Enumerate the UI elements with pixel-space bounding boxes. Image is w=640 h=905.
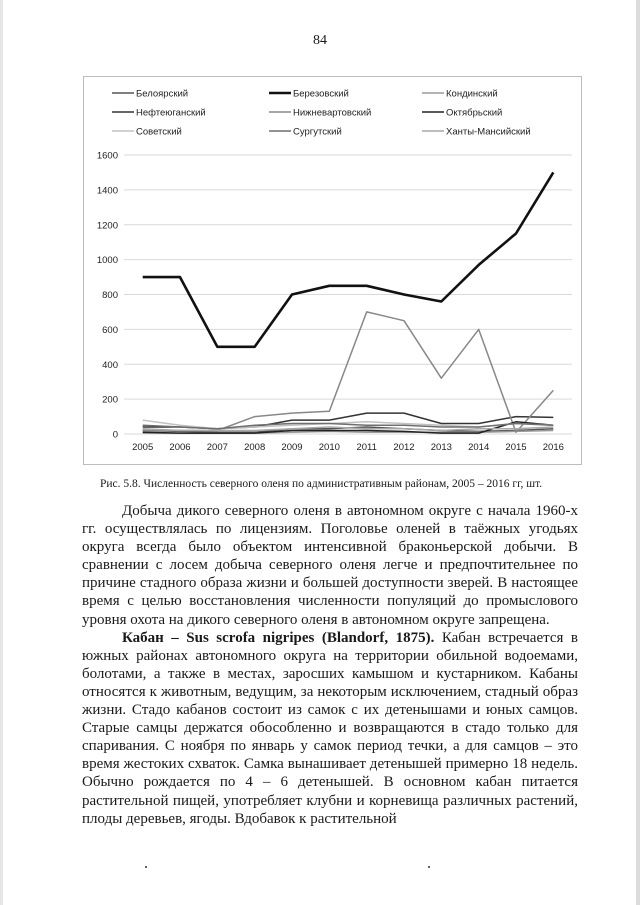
legend-label: Сургутский bbox=[293, 126, 342, 138]
y-tick-label: 400 bbox=[102, 359, 118, 371]
legend-label: Октябрьский bbox=[446, 107, 503, 119]
x-tick-label: 2016 bbox=[542, 442, 564, 453]
y-tick-label: 1000 bbox=[96, 255, 118, 267]
x-tick-label: 2008 bbox=[244, 442, 266, 453]
x-tick-label: 2010 bbox=[318, 442, 340, 453]
body-text bbox=[82, 502, 578, 828]
legend-label: Нефтеюганский bbox=[136, 107, 206, 119]
paragraph-boar-text: Кабан встречается в южных районах автономного округа на территории обильной водоемами, болотами, а также в местах, заросших камышом и кустарником. Кабаны относятся к животным, ведущим, за некоторым исключением, стадный образ жизни. Стадо кабанов состоит из самок с их детенышами и юных самцов. Старые самцы держатся обособленно и возвращаются в стадо только для спаривания. С ноября по январь у самок период течки, а для самцов – это время жестоких схваток. Самка вынашивает детенышей примерно 18 недель. Обычно рождается по 4 – 6 детенышей. В основном кабан питается растительной пищей, употребляет клубни и корневища различных растений, плоды деревьев, ягоды. Вдобавок к растительной bbox=[82, 629, 578, 827]
legend-label: Белоярский bbox=[136, 88, 189, 100]
scan-left-edge bbox=[0, 0, 3, 905]
x-tick-label: 2011 bbox=[356, 442, 377, 453]
x-tick-label: 2014 bbox=[468, 442, 490, 453]
x-tick-label: 2006 bbox=[169, 442, 191, 453]
page-number: 84 bbox=[313, 33, 327, 48]
paragraph-boar bbox=[82, 629, 578, 828]
series-line-4 bbox=[143, 312, 554, 432]
y-tick-label: 1200 bbox=[96, 220, 118, 232]
y-tick-label: 200 bbox=[102, 394, 118, 406]
y-tick-label: 600 bbox=[102, 324, 118, 336]
scan-speck bbox=[428, 866, 430, 868]
paragraph-reindeer: Добыча дикого северного оленя в автономном округе с начала 1960-х гг. осуществлялась по лицензиям. Поголовье оленей в таёжных угодьях округа всегда было объектом интенсивной браконьерской добычи. В сравнении с лосем добыча северного оленя легче и предпочтительнее по причине стадного образа жизни и большей доступности зверей. В настоящее время с целью восстановления численности популяций до промыслового уровня охота на дикого северного оленя в автономном округе запрещена. bbox=[82, 503, 578, 628]
species-heading: Кабан – Sus scrofa nigripes (Blandorf, 1875). bbox=[122, 629, 435, 646]
scan-speck bbox=[145, 866, 147, 868]
scan-right-edge bbox=[636, 0, 640, 905]
chart-frame bbox=[83, 76, 582, 465]
y-tick-label: 1600 bbox=[96, 150, 118, 162]
x-tick-label: 2009 bbox=[281, 442, 303, 453]
legend-label: Советский bbox=[136, 126, 182, 138]
y-tick-label: 1400 bbox=[96, 185, 118, 197]
legend-label: Березовский bbox=[293, 88, 349, 100]
figure-caption: Рис. 5.8. Численность северного оленя по административным районам, 2005 – 2016 гг, шт. bbox=[100, 478, 543, 490]
line-chart bbox=[84, 77, 581, 464]
legend-label: Ханты-Мансийский bbox=[446, 126, 531, 138]
y-tick-label: 800 bbox=[102, 290, 118, 301]
legend-label: Кондинский bbox=[446, 88, 498, 100]
x-tick-label: 2007 bbox=[206, 442, 228, 453]
x-tick-label: 2015 bbox=[505, 442, 527, 453]
x-tick-label: 2013 bbox=[430, 442, 452, 453]
x-tick-label: 2005 bbox=[132, 442, 154, 453]
legend-label: Нижневартовский bbox=[293, 107, 372, 119]
x-tick-label: 2012 bbox=[393, 442, 415, 453]
y-tick-label: 0 bbox=[112, 429, 118, 441]
